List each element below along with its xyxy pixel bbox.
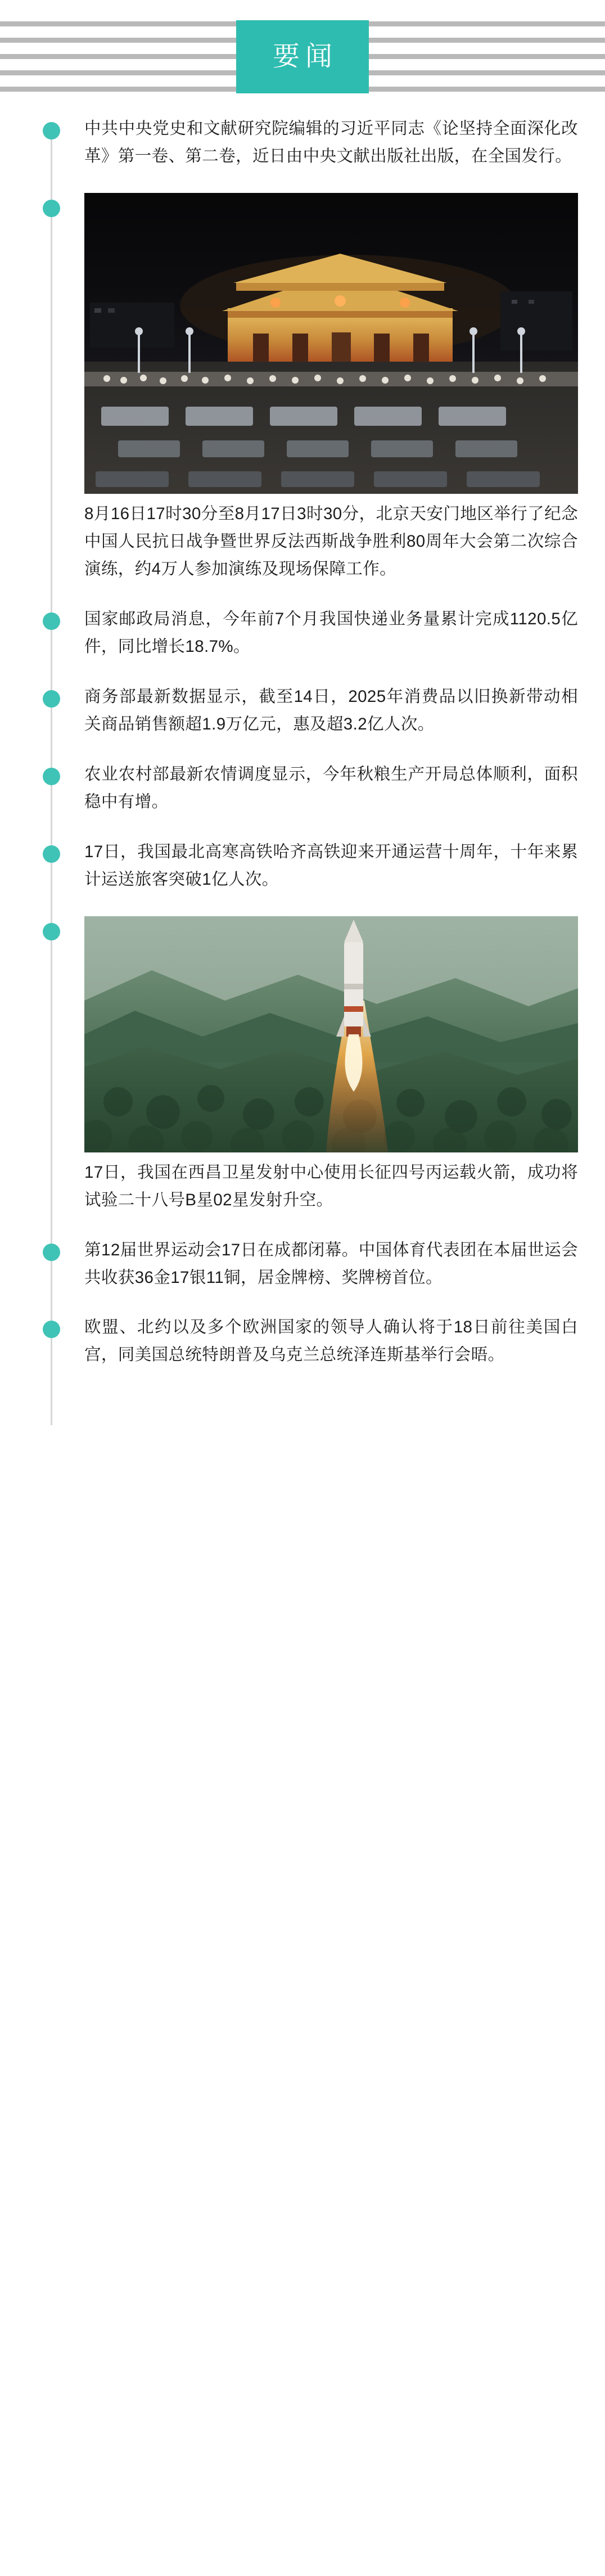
timeline-dot-icon (43, 200, 60, 217)
timeline-dot-icon (43, 923, 60, 940)
news-item[interactable] (0, 916, 605, 1214)
news-item-text: 17日，我国最北高寒高铁哈齐高铁迎来开通运营十周年，十年来累计运送旅客突破1亿人次。 (84, 842, 578, 889)
timeline-dot-icon (43, 690, 60, 708)
header-title-badge (236, 20, 369, 93)
timeline-dot-icon (43, 768, 60, 785)
news-item-text: 17日，我国在西昌卫星发射中心使用长征四号丙运载火箭，成功将试验二十八号B星02星发射升空。 (84, 1163, 578, 1209)
rocket-launch-photo (84, 916, 578, 1152)
news-item[interactable] (0, 683, 605, 738)
timeline-dot-icon (43, 613, 60, 630)
news-item[interactable] (0, 761, 605, 816)
timeline-dot-icon (43, 845, 60, 863)
news-item[interactable] (0, 1237, 605, 1292)
news-item-text: 农业农村部最新农情调度显示，今年秋粮生产开局总体顺利，面积稳中有增。 (84, 764, 578, 811)
page-header (0, 0, 605, 115)
news-item-text: 中共中央党史和文献研究院编辑的习近平同志《论坚持全面深化改革》第一卷、第二卷，近日由中央文献出版社出版，在全国发行。 (84, 119, 578, 165)
news-timeline (0, 115, 605, 1425)
tiananmen-night-rehearsal-photo (84, 193, 578, 494)
news-item[interactable] (0, 1314, 605, 1369)
news-item-text: 第12届世界运动会17日在成都闭幕。中国体育代表团在本届世运会共收获36金17银11铜，居金牌榜、奖牌榜首位。 (84, 1240, 578, 1287)
news-item-text: 欧盟、北约以及多个欧洲国家的领导人确认将于18日前往美国白宫，同美国总统特朗普及乌克兰总统泽连斯基举行会晤。 (84, 1318, 578, 1364)
news-item-text: 8月16日17时30分至8月17日3时30分，北京天安门地区举行了纪念中国人民抗日战争暨世界反法西斯战争胜利80周年大会第二次综合演练，约4万人参加演练及现场保障工作。 (84, 504, 578, 578)
news-item-text: 商务部最新数据显示，截至14日，2025年消费品以旧换新带动相关商品销售额超1.9万亿元，惠及超3.2亿人次。 (84, 687, 578, 733)
news-item[interactable] (0, 606, 605, 661)
timeline-dot-icon (43, 122, 60, 139)
news-item[interactable] (0, 115, 605, 170)
timeline-dot-icon (43, 1321, 60, 1338)
news-item[interactable] (0, 193, 605, 583)
news-item[interactable] (0, 839, 605, 894)
page-title: 要闻 (272, 42, 338, 71)
timeline-dot-icon (43, 1244, 60, 1261)
news-item-text: 国家邮政局消息，今年前7个月我国快递业务量累计完成1120.5亿件，同比增长18.7%。 (84, 609, 578, 656)
